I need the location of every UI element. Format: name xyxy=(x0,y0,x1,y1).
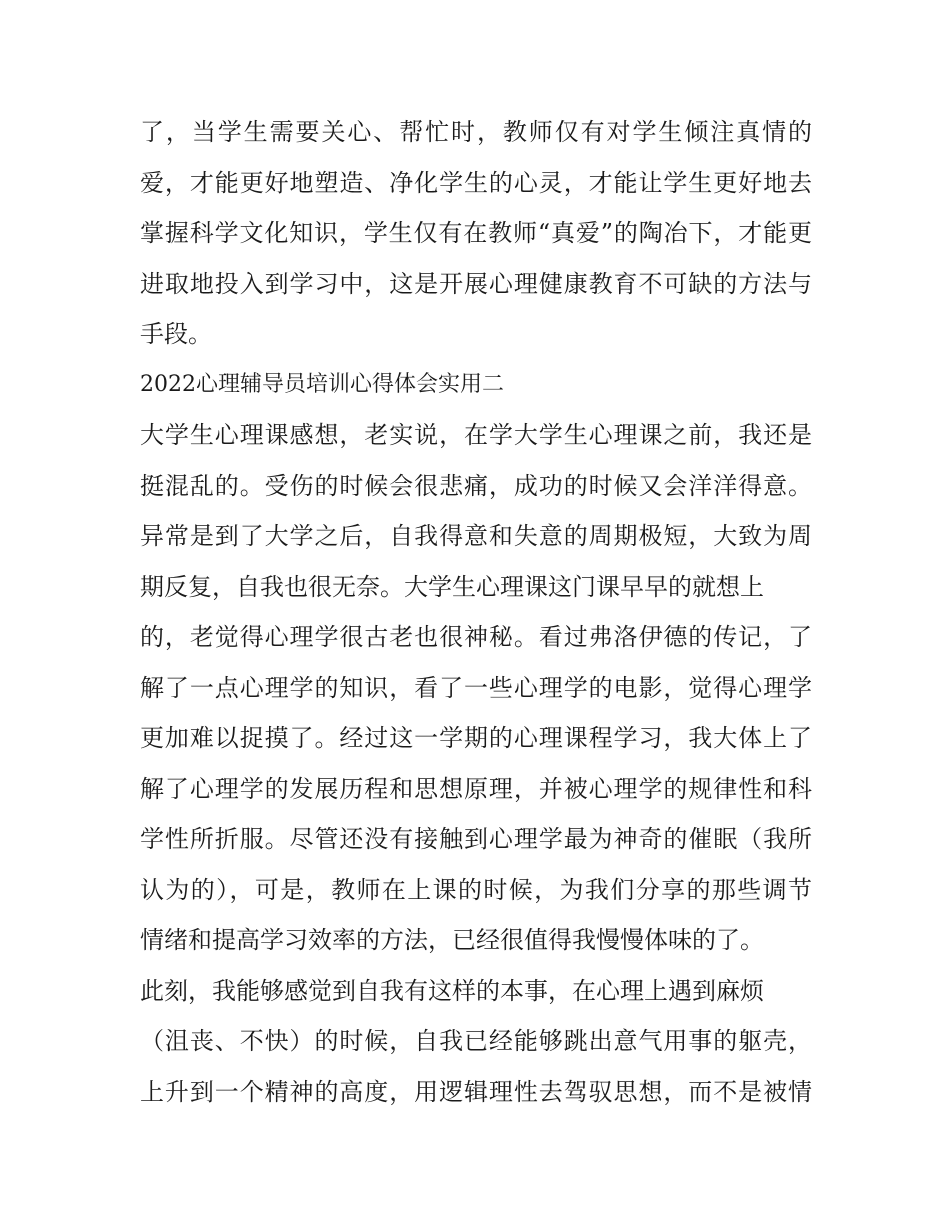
paragraph-line: 掌握科学文化知识，学生仅有在教师“真爱”的陶冶下，才能更 xyxy=(140,219,812,247)
paragraph-line: 了，当学生需要关心、帮忙时，教师仅有对学生倾注真情的 xyxy=(140,118,812,146)
paragraph-line: 大学生心理课感想，老实说，在学大学生心理课之前，我还是 xyxy=(140,421,812,449)
paragraph-line: （沮丧、不快）的时候，自我已经能够跳出意气用事的躯壳， xyxy=(140,1027,812,1055)
paragraph-line: 学性所折服。尽管还没有接触到心理学最为神奇的催眠（我所 xyxy=(140,825,812,853)
paragraph-line: 解了心理学的发展历程和思想原理，并被心理学的规律性和科 xyxy=(140,774,812,803)
section-heading: 2022心理辅导员培训心得体会实用二 xyxy=(140,371,504,397)
paragraph-line: 进取地投入到学习中，这是开展心理健康教育不可缺的方法与 xyxy=(140,269,812,298)
paragraph-line: 此刻，我能够感觉到自我有这样的本事，在心理上遇到麻烦 xyxy=(140,976,764,1005)
paragraph-line: 挺混乱的。受伤的时候会很悲痛，成功的时候又会洋洋得意。 xyxy=(140,471,812,500)
paragraph-line: 期反复，自我也很无奈。大学生心理课这门课早早的就想上 xyxy=(140,572,764,601)
paragraph-line: 解了一点心理学的知识，看了一些心理学的电影，觉得心理学 xyxy=(140,673,812,702)
paragraph-line: 异常是到了大学之后，自我得意和失意的周期极短，大致为周 xyxy=(140,522,812,550)
document-body xyxy=(140,107,812,1117)
paragraph-line: 情绪和提高学习效率的方法，已经很值得我慢慢体味的了。 xyxy=(140,926,764,954)
paragraph-line: 的，老觉得心理学很古老也很神秘。看过弗洛伊德的传记，了 xyxy=(140,623,812,651)
paragraph-line: 爱，才能更好地塑造、净化学生的心灵，才能让学生更好地去 xyxy=(140,168,812,197)
paragraph-line: 认为的），可是，教师在上课的时候，为我们分享的那些调节 xyxy=(140,875,812,904)
paragraph-line: 上升到一个精神的高度，用逻辑理性去驾驭思想，而不是被情 xyxy=(140,1077,812,1106)
paragraph-line: 手段。 xyxy=(140,320,212,348)
paragraph-line: 更加难以捉摸了。经过这一学期的心理课程学习，我大体上了 xyxy=(140,724,812,752)
